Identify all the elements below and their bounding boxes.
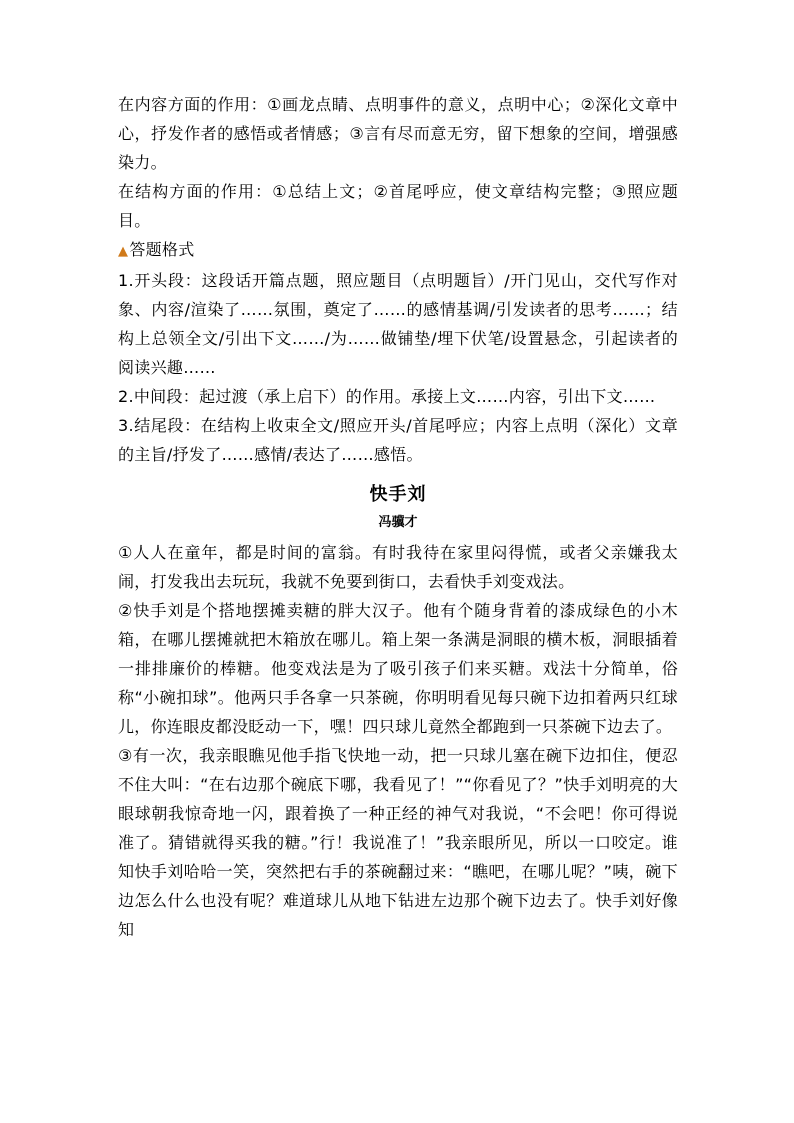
- article-title: 快手刘: [369, 484, 427, 505]
- article-paragraph-3: ③有一次，我亲眼瞧见他手指飞快地一动，把一只球儿塞在碗下边扣住，便忍不住大叫：“在右边那个碗底下哪，我看见了！”“你看见了？”快手刘明亮的大眼球朝我惊奇地一闪，跟着换了一种正经的神气对我说，“不会吧！你可得说准了。猜错就得买我的糖。”行！我说准了！”我亲眼所见，所以一口咬定。谁知快手刘哈哈一笑，突然把右手的茶碗翻过来：“瞧吧，在哪儿呢？”咦，碗下边怎么什么也没有呢？难道球儿从地下钻进左边那个碗下边去了。快手刘好像知: [118, 746, 678, 939]
- format-item-opening: 1.开头段：这段话开篇点题，照应题目（点明题旨）/开门见山，交代写作对象、内容/渲染了……氛围，奠定了……的感情基调/引发读者的思考……；结构上总领全文/引出下文……/为……做铺垫/埋下伏笔/设置悬念，引起读者的阅读兴趣……: [118, 271, 678, 377]
- answer-format-heading-text: 答题格式: [129, 240, 195, 259]
- content-effect-paragraph: 在内容方面的作用：①画龙点睛、点明事件的意义，点明中心；②深化文章中心，抒发作者的感悟或者情感；③言有尽而意无穷，留下想象的空间，增强感染力。: [118, 95, 678, 172]
- article-author: 冯骥才: [378, 515, 418, 530]
- article-paragraph-2: ②快手刘是个搭地摆摊卖糖的胖大汉子。他有个随身背着的漆成绿色的小木箱，在哪儿摆摊就把木箱放在哪儿。箱上架一条满是洞眼的横木板，洞眼插着一排排廉价的棒糖。他变戏法是为了吸引孩子们来买糖。戏法十分简单，俗称“小碗扣球”。他两只手各拿一只茶碗，你明明看见每只碗下边扣着两只红球儿，你连眼皮都没眨动一下，嘿！四只球儿竟然全都跑到一只茶碗下边去了。: [118, 601, 678, 736]
- format-item-middle: 2.中间段：起过渡（承上启下）的作用。承接上文……内容，引出下文……: [118, 387, 656, 406]
- article-paragraph-1: ①人人在童年，都是时间的富翁。有时我待在家里闷得慌，或者父亲嫌我太闹，打发我出去玩玩，我就不免要到街口，去看快手刘变戏法。: [118, 543, 678, 591]
- document-page: [118, 90, 678, 944]
- format-item-ending: 3.结尾段：在结构上收束全文/照应开头/首尾呼应；内容上点明（深化）文章的主旨/抒发了……感情/表达了……感悟。: [118, 416, 678, 464]
- structure-effect-paragraph: 在结构方面的作用：①总结上文；②首尾呼应，使文章结构完整；③照应题目。: [118, 182, 678, 230]
- triangle-icon: ▲: [118, 244, 129, 259]
- answer-format-heading: [118, 235, 678, 266]
